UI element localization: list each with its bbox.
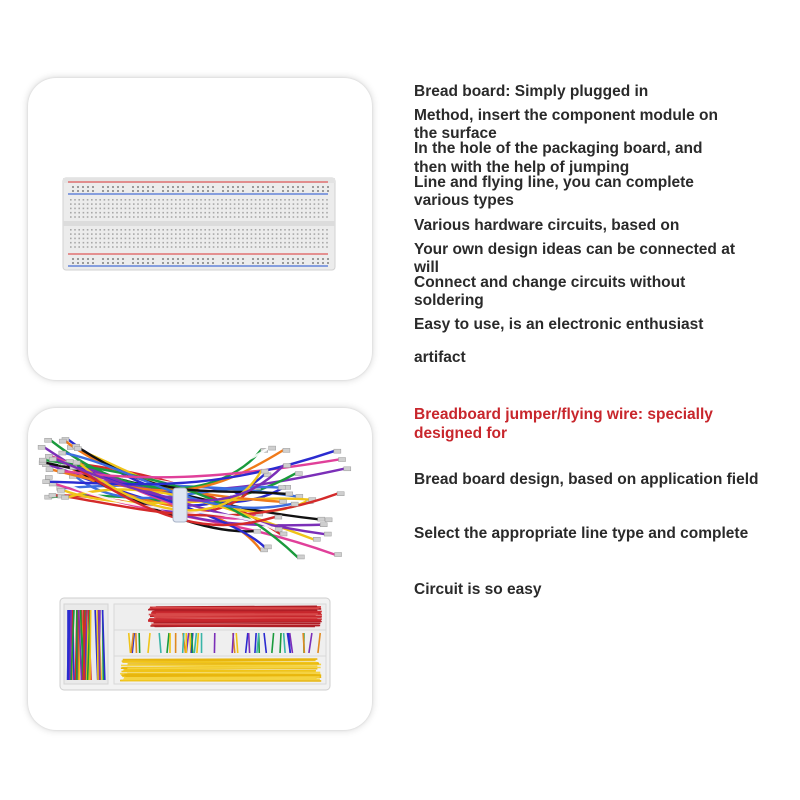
breadboard-text-line-12: soldering: [414, 292, 484, 309]
breadboard-text-line-6: Line and flying line, you can complete: [414, 174, 694, 191]
jumper-wire-bundle: [38, 437, 351, 559]
breadboard-text-line-3: the surface: [414, 125, 497, 142]
breadboard-text-line-2: Method, insert the component module on: [414, 107, 718, 124]
breadboard-image-card: [28, 78, 372, 380]
breadboard-text-line-11: Connect and change circuits without: [414, 274, 686, 291]
breadboard-text-line-9: Your own design ideas can be connected at: [414, 241, 735, 258]
breadboard-text-line-5: then with the help of jumping: [414, 159, 630, 176]
breadboard-text-line-1: Bread board: Simply plugged in: [414, 83, 649, 100]
breadboard-text-line-14: artifact: [414, 349, 466, 366]
breadboard-text-line-13: Easy to use, is an electronic enthusiast: [414, 316, 704, 333]
breadboard-text-line-4: In the hole of the packaging board, and: [414, 140, 703, 157]
wire-kit-box: [60, 598, 330, 690]
breadboard-text-line-7: various types: [414, 192, 514, 209]
jumper-text-line-2: Select the appropriate line type and complete: [414, 525, 749, 542]
jumper-text-line-1: Bread board design, based on application field: [414, 471, 759, 488]
breadboard-text-line-8: Various hardware circuits, based on: [414, 217, 680, 234]
jumper-wires-image: [28, 408, 372, 730]
jumper-wires-image-card: [28, 408, 372, 730]
breadboard-text-line-10: will: [414, 259, 439, 276]
jumper-text-line-3: Circuit is so easy: [414, 581, 542, 598]
breadboard-image: [28, 78, 372, 380]
jumper-heading-line-1: Breadboard jumper/flying wire: specially: [414, 406, 713, 423]
jumper-heading-line-2: designed for: [414, 425, 508, 442]
